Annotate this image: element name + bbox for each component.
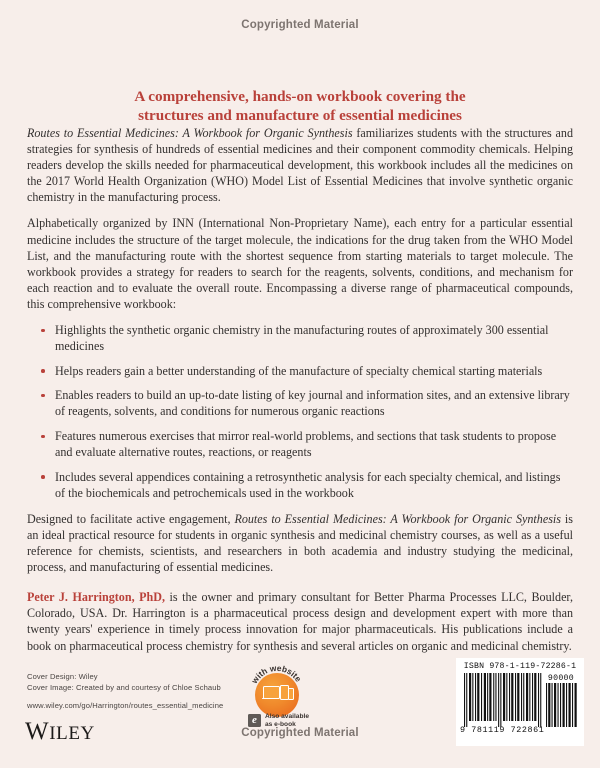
list-item: Includes several appendices containing a retrosynthetic analysis for each specialty chemical, and listings of the biochemicals and petrochemicals used in the workbook <box>41 469 573 501</box>
blurb-paragraph-3-pre: Designed to facilitate active engagement, <box>27 511 235 526</box>
list-item: Highlights the synthetic organic chemistry in the manufacturing routes of approximately 300 essential medicines <box>41 322 573 354</box>
author-bio-text: is the owner and primary consultant for Better Pharma Processes LLC, Boulder, Colorado, USA. Dr. Harrington is a pharmaceutical process design and development expert with more than twenty years' experience in timely process innovation for major pharmaceuticals. His publications include a book on pharmaceutical process chemistry for synthesis and several articles on organic and medicinal chemistry. <box>27 590 573 653</box>
cover-credits <box>27 672 221 693</box>
headline-line-1: A comprehensive, hands-on workbook covering the <box>134 88 466 105</box>
blurb-paragraph-1-rest: familiarizes students with the structures and strategies for synthesis of hundreds of essential medicines and their component commodity chemicals. Helping readers develop the skills needed for pharmaceutical development, this workbook includes all the medicines on the 2017 World Health Organization (WHO) Model List of Essential Medicines that involve synthetic organic chemistry in the manufacturing process. <box>27 126 573 205</box>
wiley-logo-iley: ILEY <box>49 723 95 744</box>
wiley-logo-w: W <box>25 718 50 745</box>
blurb-paragraph-3-post: is an ideal practical resource for students in organic synthesis and medicinal chemistry courses, as well as a useful reference for chemists, scientists, and researchers in both academia and industry studying the medicinal, process, and manufacturing of essential medicines. <box>27 511 573 575</box>
copyrighted-material-watermark-bottom: Copyrighted Material <box>241 727 359 739</box>
with-website-badge <box>248 661 306 719</box>
cover-design-credit: Cover Design: Wiley <box>27 672 98 681</box>
cover-image-credit: Cover Image: Created by and courtesy of Chloe Schaub <box>27 682 221 692</box>
book-title-italic-1: Routes to Essential Medicines: A Workbook for Organic Synthesis <box>27 126 353 140</box>
ebook-label-line-1: Also available <box>265 713 309 720</box>
ean5-addon-bars <box>546 683 578 727</box>
blurb-body <box>27 125 573 654</box>
blurb-paragraph-1 <box>27 125 573 205</box>
book-title-italic-2: Routes to Essential Medicines: A Workbook for Organic Synthesis <box>234 511 561 526</box>
with-website-text: with website <box>249 662 304 686</box>
list-item: Enables readers to build an up-to-date listing of key journal and information sites, and an extensive library of reagents, solvents, and conditions for numerous organic reactions <box>41 387 573 419</box>
ean13-digits: 9 781119 722861 <box>460 725 545 735</box>
feature-list <box>27 322 573 501</box>
laptop-base-icon <box>262 698 279 700</box>
page-title <box>60 88 540 125</box>
isbn-number: ISBN 978-1-119-72286-1 <box>463 662 577 671</box>
author-name: Peter J. Harrington, PhD, <box>27 590 166 605</box>
list-item: Features numerous exercises that mirror real-world problems, and sections that task students to propose and evaluate alternative routes, reactions, or reagents <box>41 428 573 460</box>
ebook-icon: e <box>248 714 261 727</box>
price-code: 90000 <box>547 674 574 683</box>
ean13-bars <box>464 673 542 727</box>
headline-line-2: structures and manufacture of essential medicines <box>138 106 462 124</box>
companion-website-url[interactable]: www.wiley.com/go/Harrington/routes_essential_medicine <box>27 701 224 710</box>
author-bio-paragraph <box>27 589 573 653</box>
ean5-addon-bars-svg <box>546 683 578 727</box>
phone-icon <box>288 688 295 700</box>
blurb-paragraph-3 <box>27 511 573 575</box>
devices-icon <box>263 685 291 703</box>
ean13-bars-svg <box>464 673 542 727</box>
list-item: Helps readers gain a better understanding of the manufacture of specialty chemical starting materials <box>41 363 573 379</box>
blurb-paragraph-2: Alphabetically organized by INN (International Non-Proprietary Name), each entry for a particular essential medicine includes the structure of the target molecule, the indications for the drug taken from the WHO Model List, and the manufacturing route with the shortest sequence from starting materials to target molecule. The workbook provides a strategy for readers to search for the reagents, solvents, conditions, and mechanism for each reaction and to evaluate the overall route. Encompassing a diverse range of pharmaceutical compounds, this comprehensive workbook: <box>27 216 573 311</box>
copyrighted-material-watermark-top: Copyrighted Material <box>241 19 359 31</box>
ebook-label-line-2: as e-book <box>265 721 296 728</box>
